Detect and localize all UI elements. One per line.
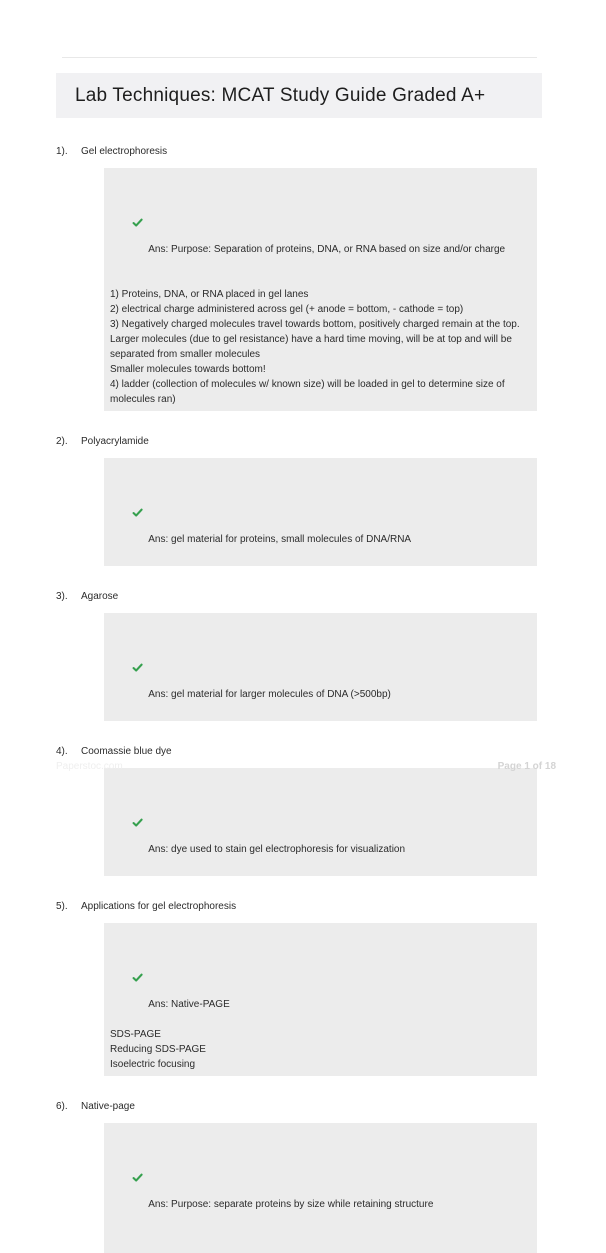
question-head [56, 1100, 542, 1113]
question-head [56, 590, 542, 603]
questions-list [56, 145, 542, 1253]
answer-line: 2) electrical charge administered across gel (+ anode = bottom, - cathode = top) [110, 304, 464, 315]
question-number: 4). [56, 746, 68, 757]
answer-line: Smaller molecules towards bottom! [110, 364, 266, 375]
question-head [56, 900, 542, 913]
answer-line: 1) Proteins, DNA, or RNA placed in gel lanes [110, 289, 309, 300]
answer-text: Ans: gel material for larger molecules of DNA (>500bp) [148, 689, 391, 700]
page-content [56, 0, 542, 1253]
answer-line: SDS-PAGE [110, 1029, 161, 1040]
answer-line: 3) Negatively charged molecules travel towards bottom, positively charged remain at the top. [110, 319, 520, 330]
answer-box [104, 1123, 537, 1253]
question-number: 2). [56, 436, 68, 447]
answer-box [104, 923, 537, 1076]
page-title: Lab Techniques: MCAT Study Guide Graded A+ [56, 73, 542, 118]
question-item [56, 435, 542, 566]
question-item [56, 1100, 542, 1253]
answer-line: Isoelectric focusing [110, 1059, 196, 1070]
question-term: Agarose [81, 591, 119, 602]
answer-line: Larger molecules (due to gel resistance) have a hard time moving, will be at top and will be separated from smaller molecules [110, 334, 515, 360]
watermark: Paperstoc.com [56, 761, 123, 772]
title-divider [62, 57, 537, 58]
answer-first-line [110, 172, 529, 272]
answer-first-line [110, 772, 529, 872]
answer-box [104, 458, 537, 566]
question-number: 1). [56, 146, 68, 157]
answer-first-line [110, 1127, 529, 1227]
question-item [56, 590, 542, 721]
answer-text: Ans: gel material for proteins, small molecules of DNA/RNA [148, 534, 412, 545]
answer-text: Ans: Purpose: separate proteins by size while retaining structure [148, 1199, 434, 1210]
page-number: Page 1 of 18 [497, 761, 556, 772]
answer-first-line [110, 617, 529, 717]
page-footer [56, 761, 556, 772]
question-term: Coomassie blue dye [81, 746, 172, 757]
question-number: 3). [56, 591, 68, 602]
answer-box [104, 168, 537, 411]
question-head [56, 435, 542, 448]
question-term: Native-page [81, 1101, 135, 1112]
check-icon [132, 632, 143, 643]
question-term: Polyacrylamide [81, 436, 149, 447]
question-item [56, 145, 542, 411]
question-head [56, 145, 542, 158]
answer-text: Ans: Purpose: Separation of proteins, DNA, or RNA based on size and/or charge [148, 244, 506, 255]
answer-box [104, 768, 537, 876]
question-item [56, 900, 542, 1076]
answer-line: 4) ladder (collection of molecules w/ known size) will be loaded in gel to determine size of molecules ran) [110, 379, 508, 405]
answer-text: Ans: Native-PAGE [148, 999, 230, 1010]
check-icon [132, 1142, 143, 1153]
check-icon [132, 477, 143, 488]
answer-text: Ans: dye used to stain gel electrophoresis for visualization [148, 844, 406, 855]
question-head [56, 745, 542, 758]
question-term: Gel electrophoresis [81, 146, 168, 157]
answer-line [110, 272, 529, 287]
check-icon [132, 787, 143, 798]
question-term: Applications for gel electrophoresis [81, 901, 237, 912]
answer-box [104, 613, 537, 721]
question-number: 6). [56, 1101, 68, 1112]
question-number: 5). [56, 901, 68, 912]
check-icon [132, 942, 143, 953]
answer-first-line [110, 462, 529, 562]
answer-first-line [110, 927, 529, 1027]
answer-line: Reducing SDS-PAGE [110, 1044, 206, 1055]
check-icon [132, 187, 143, 198]
